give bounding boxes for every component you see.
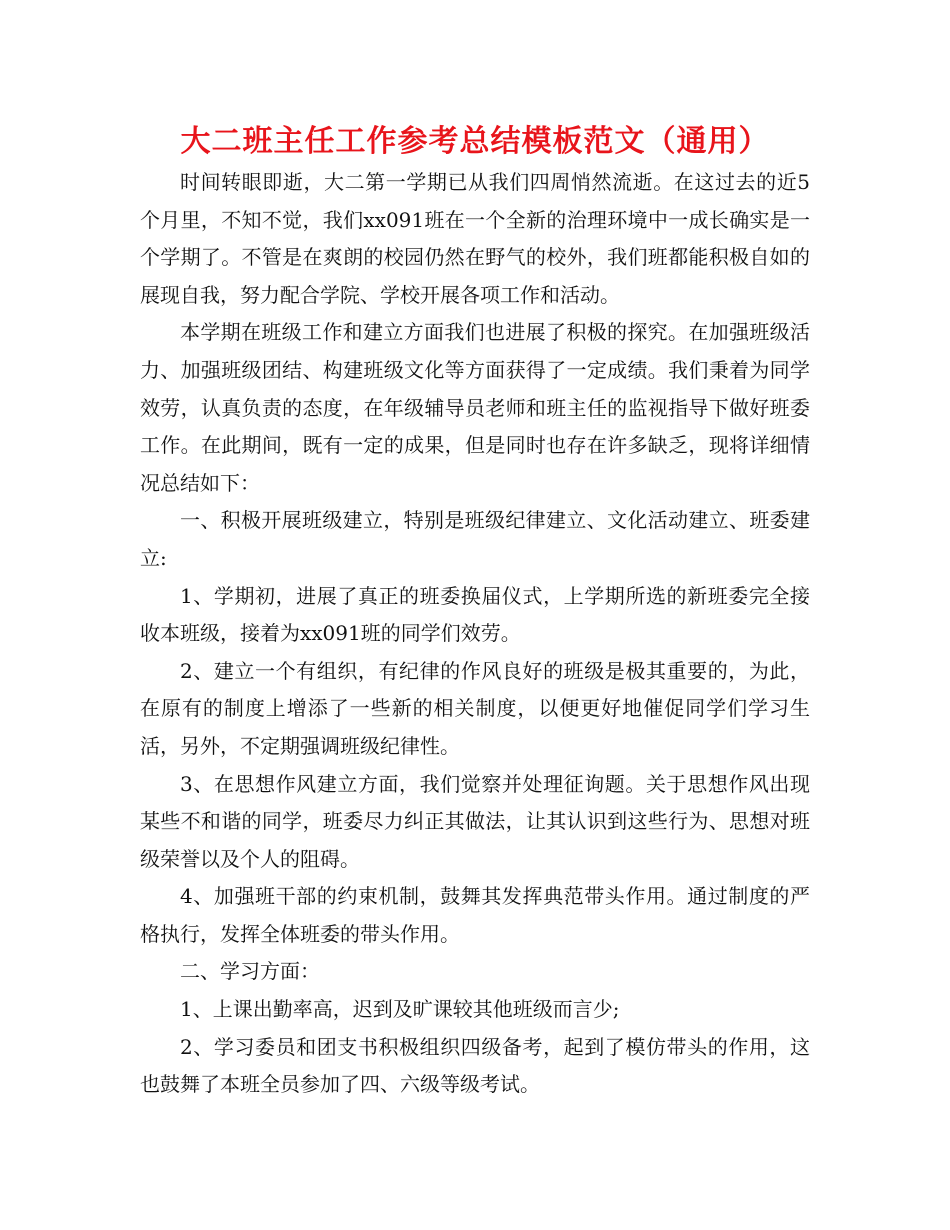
list-item: 2、建立一个有组织，有纪律的作风良好的班级是极其重要的，为此，在原有的制度上增添了一些新的相关制度，以便更好地催促同学们学习生活，另外，不定期强调班级纪律性。 <box>140 658 810 758</box>
paragraph-intro: 时间转眼即逝，大二第一学期已从我们四周悄然流逝。在这过去的近5个月里，不知不觉，我们xx091班在一个全新的治理环境中一成长确实是一个学期了。不管是在爽朗的校园仍然在野气的校外，我们班都能积极自如的展现自我，努力配合学院、学校开展各项工作和活动。 <box>140 170 810 307</box>
section-heading-study: 二、学习方面： <box>180 959 320 984</box>
list-item: 2、学习委员和团支书积极组织四级备考，起到了模仿带头的作用，这也鼓舞了本班全员参加了四、六级等级考试。 <box>140 1034 810 1097</box>
document-title: 大二班主任工作参考总结模板范文（通用） <box>180 124 770 159</box>
list-item: 3、在思想作风建立方面，我们觉察并处理征询题。关于思想作风出现某些不和谐的同学，班委尽力纠正其做法，让其认识到这些行为、思想对班级荣誉以及个人的阻碍。 <box>140 771 810 871</box>
document-body <box>140 164 810 1104</box>
section-heading-class-building: 一、积极开展班级建立，特别是班级纪律建立、文化活动建立、班委建立: <box>140 508 810 570</box>
paragraph-overview: 本学期在班级工作和建立方面我们也进展了积极的探究。在加强班级活力、加强班级团结、构建班级文化等方面获得了一定成绩。我们秉着为同学效劳，认真负责的态度，在年级辅导员老师和班主任的监视指导下做好班委工作。在此期间，既有一定的成果，但是同时也存在许多缺乏，现将详细情况总结如下： <box>140 320 810 495</box>
list-item: 4、加强班干部的约束机制，鼓舞其发挥典范带头作用。通过制度的严格执行，发挥全体班委的带头作用。 <box>140 884 810 946</box>
list-item: 1、上课出勤率高，迟到及旷课较其他班级而言少; <box>180 997 620 1022</box>
list-item: 1、学期初，进展了真正的班委换届仪式，上学期所选的新班委完全接收本班级，接着为xx091班的同学们效劳。 <box>140 583 810 646</box>
